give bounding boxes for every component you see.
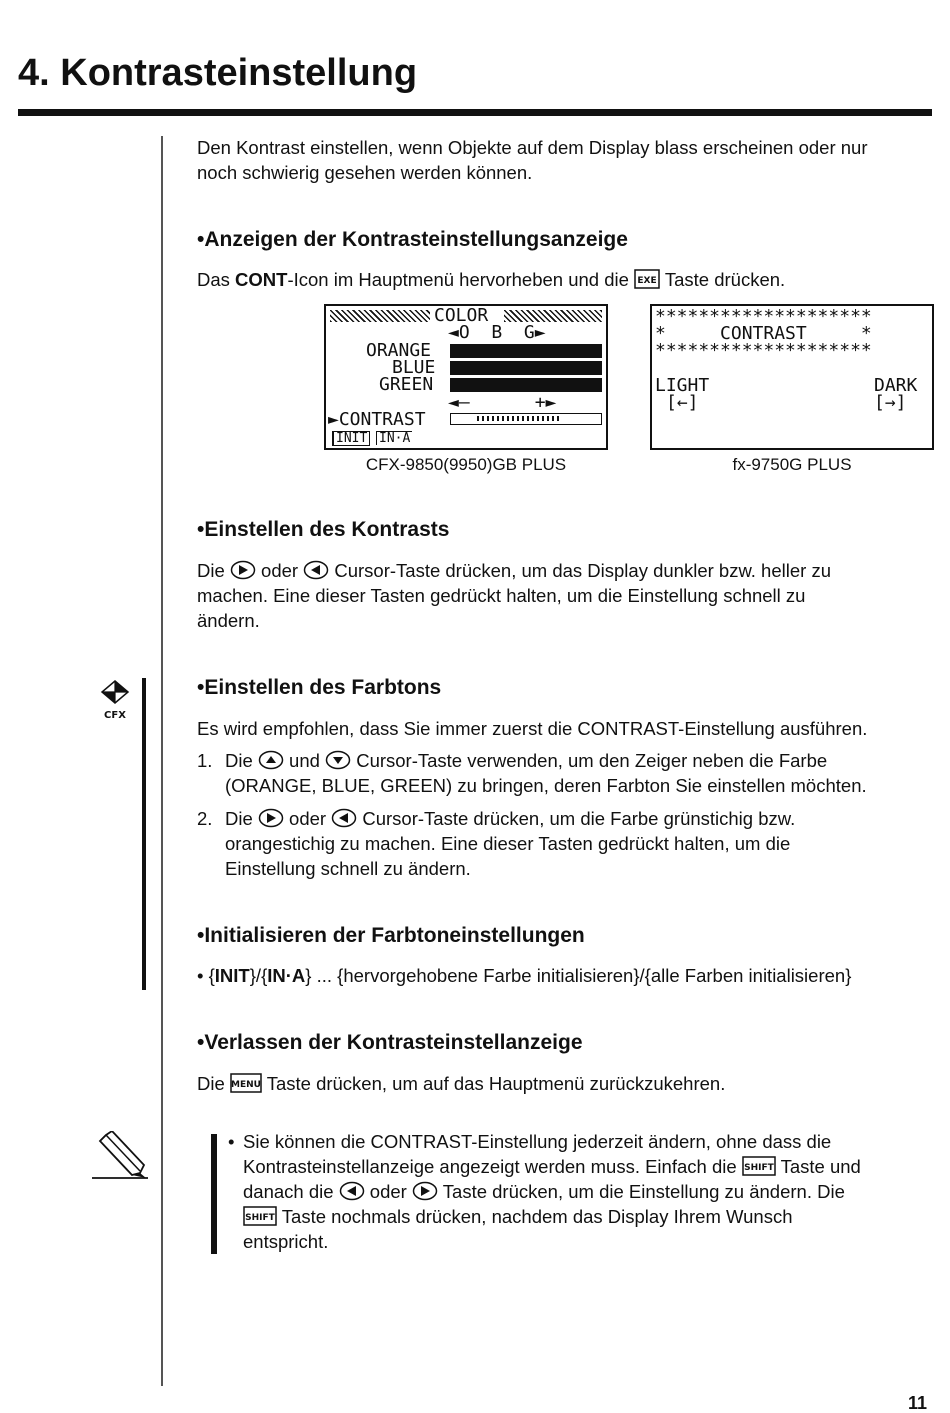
hatch-left xyxy=(330,310,430,322)
note-margin-bar xyxy=(211,1134,217,1254)
lcd-minus-plus: ◄– +► xyxy=(448,392,557,413)
section-1-text: Das CONT-Icon im Hauptmenü hervorheben und die EXE Taste drücken. xyxy=(197,267,785,295)
lcd2-dark-key: [→] xyxy=(874,392,907,413)
section-2-line-1: Die oder Cursor-Taste drücken, um das Display dunkler bzw. heller zu xyxy=(197,558,831,586)
section-heading-exit: •Verlassen der Kontrasteinstellanzeige xyxy=(197,1031,583,1054)
note-line-5: entspricht. xyxy=(243,1231,329,1252)
lcd-contrast-label: ►CONTRAST xyxy=(328,409,426,430)
menu-key-label: MENU xyxy=(230,1080,261,1090)
section-heading-init: •Initialisieren der Farbtoneinstellungen xyxy=(197,924,585,947)
svg-text:EXE: EXE xyxy=(637,276,657,286)
list-number-1: 1. xyxy=(197,750,213,771)
list-number-2: 2. xyxy=(197,808,213,829)
cfx-label: CFX xyxy=(104,710,126,721)
green-level-bar xyxy=(450,378,602,392)
title-rule xyxy=(18,109,932,116)
hatch-right xyxy=(504,310,602,322)
intro-line-2: noch schwierig gesehen werden können. xyxy=(197,162,533,183)
list-item-2-line-1: Die oder Cursor-Taste drücken, um die Farbe grünstichig bzw. xyxy=(225,806,795,834)
lcd2-line-1: ******************** xyxy=(655,306,872,327)
cfx-margin-bar xyxy=(142,678,146,990)
lcd-green-label: GREEN xyxy=(379,374,434,395)
lcd-screen-cfx xyxy=(324,304,608,450)
lcd-orange-label: ORANGE xyxy=(366,340,432,361)
note-line-2: Kontrasteinstellanzeige angezeigt werden muss. Einfach die SHIFT Taste und xyxy=(243,1154,861,1182)
lcd2-dark: DARK xyxy=(874,375,918,396)
section-heading-display: •Anzeigen der Kontrasteinstellungsanzeige xyxy=(197,228,628,251)
section-2-line-2: machen. Eine dieser Tasten gedrückt halten, um die Einstellung schnell zu xyxy=(197,585,806,606)
blue-level-bar xyxy=(450,361,602,375)
screen-1-caption: CFX-9850(9950)GB PLUS xyxy=(365,455,567,474)
page-number: 11 xyxy=(908,1393,928,1413)
list-item-1-line-2: (ORANGE, BLUE, GREEN) zu bringen, deren Farbton Sie einstellen möchten. xyxy=(225,775,867,796)
list-item-1-line-1: Die und Cursor-Taste verwenden, um den Zeiger neben die Farbe xyxy=(225,748,827,776)
cfx-diamond-icon xyxy=(98,680,132,724)
section-3-intro: Es wird empfohlen, dass Sie immer zuerst die CONTRAST-Einstellung ausführen. xyxy=(197,718,868,739)
pencil-note-icon xyxy=(92,1131,152,1181)
contrast-slider xyxy=(450,413,602,425)
lcd-color-title: COLOR xyxy=(434,305,489,326)
shift-key-label: SHIFT xyxy=(743,1163,774,1173)
note-bullet: • xyxy=(228,1131,235,1152)
list-item-2-line-3: Einstellung schnell zu ändern. xyxy=(225,858,471,879)
page-title: 4. Kontrasteinstellung xyxy=(18,52,418,94)
orange-level-bar xyxy=(450,344,602,358)
section-heading-contrast: •Einstellen des Kontrasts xyxy=(197,518,450,541)
lcd-screen-fx xyxy=(650,304,934,450)
contrast-slider-fill xyxy=(477,416,561,421)
lcd2-light-key: [←] xyxy=(666,392,699,413)
lcd-f1-init: INIT xyxy=(332,431,370,446)
lcd-f2-ina: IN·A xyxy=(376,431,412,445)
section-5-text: Die MENU Taste drücken, um auf das Hauptmenü zurückzukehren. xyxy=(197,1071,725,1099)
note-line-4: SHIFT Taste nochmals drücken, nachdem das Display Ihrem Wunsch xyxy=(243,1204,793,1232)
exe-key-icon xyxy=(634,269,660,295)
lcd2-line-2: * CONTRAST * xyxy=(655,323,872,344)
shift-key-label: SHIFT xyxy=(245,1213,275,1223)
lcd2-line-3: ******************** xyxy=(655,340,872,361)
menu-key-icon xyxy=(230,1073,262,1099)
intro-line-1: Den Kontrast einstellen, wenn Objekte auf dem Display blass erscheinen oder nur xyxy=(197,137,868,158)
note-line-1: Sie können die CONTRAST-Einstellung jederzeit ändern, ohne dass die xyxy=(243,1131,832,1152)
section-2-line-3: ändern. xyxy=(197,610,260,631)
list-item-2-line-2: orangestichig zu machen. Eine dieser Tasten gedrückt halten, um die xyxy=(225,833,791,854)
left-margin-rule xyxy=(161,136,163,1386)
lcd-color-header: ◄O B G► xyxy=(448,322,546,343)
lcd-blue-label: BLUE xyxy=(392,357,436,378)
screen-2-caption: fx-9750G PLUS xyxy=(732,455,852,474)
lcd2-light: LIGHT xyxy=(655,375,710,396)
section-heading-hue: •Einstellen des Farbtons xyxy=(197,676,442,699)
section-4-bullet: • {INIT}/{IN·A} ... {hervorgehobene Farbe initialisieren}/{alle Farben initialisieren} xyxy=(197,965,852,986)
note-line-3: danach die oder Taste drücken, um die Einstellung zu ändern. Die xyxy=(243,1179,845,1207)
